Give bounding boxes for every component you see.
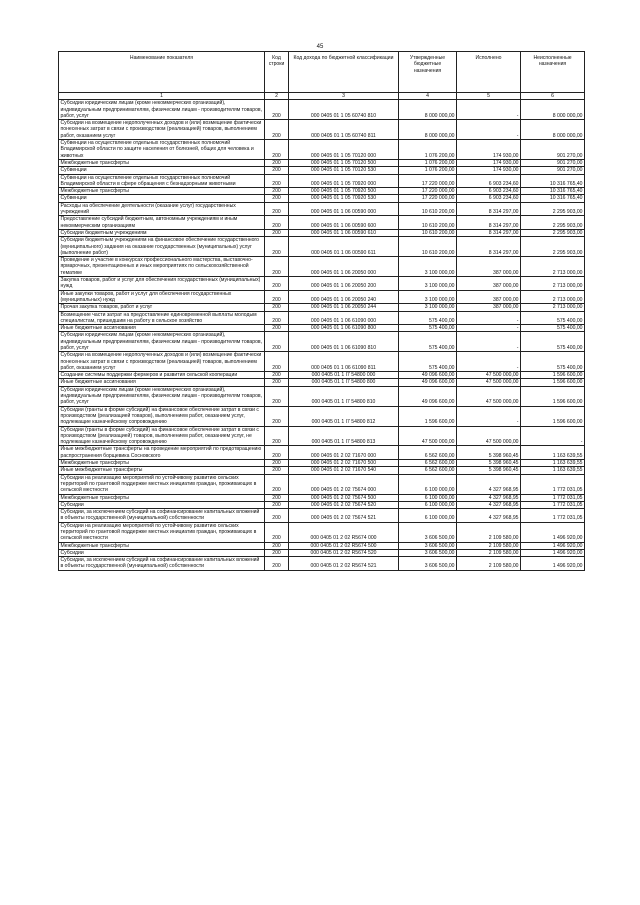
- cell-line: 200: [265, 257, 289, 277]
- cell-line: 200: [265, 509, 289, 523]
- table-row: [59, 229, 585, 236]
- cell-executed: 2 109 580,00: [457, 542, 521, 549]
- column-number: 6: [521, 93, 585, 100]
- cell-code: 000 0405 01 1 06 00590 610: [289, 229, 399, 236]
- table-row: [59, 426, 585, 446]
- cell-line: 200: [265, 195, 289, 202]
- cell-name: Субсидии, за исключением субсидий на софинансирование капитальных вложений в объекты государственной (муниципальной) собственности: [59, 557, 265, 571]
- cell-approved: 47 500 000,00: [399, 426, 457, 446]
- cell-approved: 1 076 200,00: [399, 140, 457, 160]
- cell-name: Субсидии, за исключением субсидий на софинансирование капитальных вложений в объекты государственной (муниципальной) собственности: [59, 509, 265, 523]
- cell-unexecuted: 2 713 000,00: [521, 277, 585, 291]
- cell-approved: 1 596 600,00: [399, 406, 457, 426]
- cell-code: 000 0405 01 1 06 61090 811: [289, 352, 399, 372]
- cell-line: 200: [265, 460, 289, 467]
- table-row: [59, 501, 585, 508]
- cell-unexecuted: 1 596 600,00: [521, 386, 585, 406]
- table-row: [59, 174, 585, 188]
- cell-unexecuted: 1 163 639,55: [521, 467, 585, 474]
- cell-name: Субсидии: [59, 501, 265, 508]
- cell-approved: 6 100 000,00: [399, 494, 457, 501]
- cell-code: 000 0405 01 1 I7 54800 000: [289, 372, 399, 379]
- cell-unexecuted: 8 000 000,00: [521, 100, 585, 120]
- cell-approved: 1 076 200,00: [399, 167, 457, 174]
- cell-line: 200: [265, 237, 289, 257]
- cell-code: 000 0405 01 2 02 R5674 520: [289, 549, 399, 556]
- cell-line: 200: [265, 352, 289, 372]
- table-row: [59, 325, 585, 332]
- cell-unexecuted: 2 295 903,00: [521, 229, 585, 236]
- column-numbers-row: [59, 93, 585, 100]
- table-row: [59, 406, 585, 426]
- table-row: [59, 159, 585, 166]
- cell-executed: 387 000,00: [457, 290, 521, 304]
- cell-executed: 387 000,00: [457, 304, 521, 311]
- cell-executed: -: [457, 406, 521, 426]
- table-row: [59, 379, 585, 386]
- table-row: [59, 446, 585, 460]
- cell-unexecuted: 1 596 600,00: [521, 372, 585, 379]
- cell-line: 200: [265, 446, 289, 460]
- cell-line: 200: [265, 120, 289, 140]
- cell-approved: 3 606 500,00: [399, 542, 457, 549]
- cell-approved: 49 096 600,00: [399, 379, 457, 386]
- table-row: [59, 352, 585, 372]
- cell-line: 200: [265, 290, 289, 304]
- cell-name: Расходы на обеспечение деятельности (оказание услуг) государственных учреждений: [59, 202, 265, 216]
- table-row: [59, 311, 585, 325]
- cell-code: 000 0405 01 2 02 71670 500: [289, 460, 399, 467]
- cell-code: 000 0405 01 1 06 00590 611: [289, 237, 399, 257]
- cell-unexecuted: 2 295 903,00: [521, 202, 585, 216]
- cell-executed: -: [457, 325, 521, 332]
- cell-unexecuted: 2 713 000,00: [521, 257, 585, 277]
- cell-executed: 174 930,00: [457, 167, 521, 174]
- cell-name: Закупка товаров, работ и услуг для обеспечения государственных (муниципальных) нужд: [59, 277, 265, 291]
- cell-name: Субсидии на реализацию мероприятий по устойчивому развитию сельских территорий по грантовой поддержке местных инициатив граждан, проживающих в сельской местности: [59, 522, 265, 542]
- cell-executed: 5 398 960,45: [457, 460, 521, 467]
- cell-approved: 575 400,00: [399, 352, 457, 372]
- table-row: [59, 277, 585, 291]
- cell-unexecuted: 1 596 600,00: [521, 379, 585, 386]
- cell-approved: 3 606 500,00: [399, 549, 457, 556]
- cell-executed: -: [457, 100, 521, 120]
- cell-unexecuted: -: [521, 426, 585, 446]
- cell-code: 000 0405 01 2 02 75674 500: [289, 494, 399, 501]
- cell-name: Проведение и участие в конкурсах профессионального мастерства, выставочно-ярмарочных, презентационных и иных мероприятиях по сельскохозяйственной тематике: [59, 257, 265, 277]
- cell-executed: 6 903 234,60: [457, 188, 521, 195]
- cell-unexecuted: 575 400,00: [521, 352, 585, 372]
- cell-code: 000 0405 01 1 06 61090 810: [289, 332, 399, 352]
- cell-line: 200: [265, 304, 289, 311]
- cell-executed: -: [457, 120, 521, 140]
- cell-name: Субсидии бюджетным учреждениям на финансовое обеспечение государственного (муниципального) задания на оказание государственных (муниципальных) услуг (выполнение работ): [59, 237, 265, 257]
- cell-line: 200: [265, 216, 289, 230]
- cell-approved: 8 000 000,00: [399, 100, 457, 120]
- cell-line: 200: [265, 159, 289, 166]
- cell-executed: 174 930,00: [457, 159, 521, 166]
- column-number: 3: [289, 93, 399, 100]
- cell-code: 000 0405 01 1 06 61090 000: [289, 311, 399, 325]
- cell-name: Иные бюджетные ассигнования: [59, 379, 265, 386]
- table-row: [59, 167, 585, 174]
- table-row: [59, 494, 585, 501]
- header-code: Код дохода по бюджетной классификации: [289, 52, 399, 93]
- cell-unexecuted: 1 772 031,05: [521, 501, 585, 508]
- cell-unexecuted: 2 713 000,00: [521, 290, 585, 304]
- cell-line: 200: [265, 379, 289, 386]
- cell-unexecuted: 1 496 920,00: [521, 557, 585, 571]
- budget-report-table: [58, 51, 585, 571]
- cell-code: 000 0405 01 1 06 00590 000: [289, 202, 399, 216]
- cell-executed: 6 903 234,60: [457, 174, 521, 188]
- cell-code: 000 0405 01 1 05 70120 500: [289, 159, 399, 166]
- cell-name: Иные закупки товаров, работ и услуг для обеспечения государственных (муниципальных) нужд: [59, 290, 265, 304]
- table-row: [59, 140, 585, 160]
- cell-code: 000 0405 01 1 05 70920 000: [289, 174, 399, 188]
- cell-executed: 8 314 297,00: [457, 229, 521, 236]
- cell-line: 200: [265, 311, 289, 325]
- cell-approved: 49 096 600,00: [399, 386, 457, 406]
- cell-code: 000 0405 01 1 06 61090 800: [289, 325, 399, 332]
- cell-code: 000 0405 01 1 I7 54800 812: [289, 406, 399, 426]
- cell-approved: 17 220 000,00: [399, 188, 457, 195]
- cell-name: Субсидии (гранты в форме субсидий) на финансовое обеспечение затрат в связи с производством (реализацией) товаров, выполнением работ, оказанием услуг, не подлежащие казначейскому сопровождению: [59, 426, 265, 446]
- cell-name: Субсидии (гранты в форме субсидий) на финансовое обеспечение затрат в связи с производством (реализацией товаров), выполнением работ, оказанием услуг, подлежащие казначейскому сопровождению: [59, 406, 265, 426]
- cell-unexecuted: 2 295 903,00: [521, 237, 585, 257]
- cell-approved: 3 606 500,00: [399, 557, 457, 571]
- cell-executed: 4 327 968,95: [457, 494, 521, 501]
- cell-name: Межбюджетные трансферты: [59, 188, 265, 195]
- table-row: [59, 386, 585, 406]
- cell-code: 000 0405 01 2 02 R5674 500: [289, 542, 399, 549]
- cell-approved: 6 100 000,00: [399, 474, 457, 494]
- cell-unexecuted: 1 163 639,55: [521, 446, 585, 460]
- cell-approved: 10 610 200,00: [399, 229, 457, 236]
- cell-name: Прочая закупка товаров, работ и услуг: [59, 304, 265, 311]
- cell-unexecuted: 2 295 903,00: [521, 216, 585, 230]
- cell-unexecuted: 575 400,00: [521, 332, 585, 352]
- cell-code: 000 0405 01 2 02 71670 000: [289, 446, 399, 460]
- cell-name: Межбюджетные трансферты: [59, 460, 265, 467]
- cell-executed: 47 500 000,00: [457, 386, 521, 406]
- cell-line: 200: [265, 549, 289, 556]
- header-approved: Утвержденные бюджетные назначения: [399, 52, 457, 93]
- cell-line: 200: [265, 557, 289, 571]
- cell-approved: 10 610 200,00: [399, 237, 457, 257]
- cell-unexecuted: 10 316 765,40: [521, 174, 585, 188]
- cell-approved: 575 400,00: [399, 311, 457, 325]
- cell-name: Субвенции: [59, 195, 265, 202]
- table-row: [59, 290, 585, 304]
- cell-name: Субсидии юридическим лицам (кроме некоммерческих организаций), индивидуальным предпринимателям, физическим лицам - производителям товаров, работ, услуг: [59, 332, 265, 352]
- header-executed: Исполнено: [457, 52, 521, 93]
- cell-line: 200: [265, 386, 289, 406]
- column-number: 2: [265, 93, 289, 100]
- table-row: [59, 372, 585, 379]
- cell-name: Субсидии на возмещение недополученных доходов и (или) возмещение фактически понесенных затрат в связи с производством (реализацией) товаров, выполнением работ, оказанием услуг: [59, 120, 265, 140]
- cell-approved: 6 562 600,00: [399, 460, 457, 467]
- cell-executed: 8 314 297,00: [457, 237, 521, 257]
- column-number: 5: [457, 93, 521, 100]
- table-row: [59, 460, 585, 467]
- cell-code: 000 0405 01 1 I7 54800 813: [289, 426, 399, 446]
- cell-name: Межбюджетные трансферты: [59, 159, 265, 166]
- cell-code: 000 0405 01 1 06 20050 240: [289, 290, 399, 304]
- cell-unexecuted: 1 772 031,05: [521, 509, 585, 523]
- cell-approved: 3 100 000,00: [399, 290, 457, 304]
- cell-code: 000 0405 01 2 02 75674 000: [289, 474, 399, 494]
- cell-unexecuted: 10 316 765,40: [521, 195, 585, 202]
- cell-unexecuted: 575 400,00: [521, 325, 585, 332]
- header-unexecuted: Неисполненные назначения: [521, 52, 585, 93]
- cell-line: 200: [265, 332, 289, 352]
- page-number: 45: [316, 44, 324, 50]
- cell-executed: 5 398 960,45: [457, 467, 521, 474]
- cell-code: 000 0405 01 2 02 R5674 521: [289, 557, 399, 571]
- cell-code: 000 0405 01 1 05 70920 530: [289, 195, 399, 202]
- cell-executed: 8 314 297,00: [457, 216, 521, 230]
- cell-approved: 3 100 000,00: [399, 277, 457, 291]
- column-number: 4: [399, 93, 457, 100]
- cell-name: Возмещение части затрат на предоставление единовременной выплаты молодым специалистам, пришедшим на работу в сельское хозяйство: [59, 311, 265, 325]
- table-row: [59, 216, 585, 230]
- cell-name: Предоставление субсидий бюджетным, автономным учреждениям и иным некоммерческим организациям: [59, 216, 265, 230]
- cell-name: Субсидии на реализацию мероприятий по устойчивому развитию сельских территорий по грантовой поддержке местных инициатив граждан, проживающих в сельской местности: [59, 474, 265, 494]
- cell-code: 000 0405 01 2 02 R5674 000: [289, 522, 399, 542]
- cell-approved: 3 606 500,00: [399, 522, 457, 542]
- table-row: [59, 304, 585, 311]
- cell-name: Иные межбюджетные трансферты: [59, 467, 265, 474]
- cell-line: 200: [265, 501, 289, 508]
- cell-approved: 3 100 000,00: [399, 304, 457, 311]
- cell-name: Субвенции на осуществление отдельных государственных полномочий Владимирской области по защите населения от болезней, общих для человека и животных: [59, 140, 265, 160]
- cell-unexecuted: 1 163 639,55: [521, 460, 585, 467]
- cell-executed: 387 000,00: [457, 277, 521, 291]
- table-row: [59, 202, 585, 216]
- cell-unexecuted: 10 316 765,40: [521, 188, 585, 195]
- cell-unexecuted: 1 772 031,05: [521, 494, 585, 501]
- cell-unexecuted: 1 772 031,05: [521, 474, 585, 494]
- table-row: [59, 557, 585, 571]
- cell-executed: 47 500 000,00: [457, 426, 521, 446]
- cell-line: 200: [265, 406, 289, 426]
- column-number: 1: [59, 93, 265, 100]
- cell-name: Субвенции: [59, 167, 265, 174]
- table-row: [59, 549, 585, 556]
- cell-code: 000 0405 01 1 06 00590 600: [289, 216, 399, 230]
- cell-executed: 2 109 580,00: [457, 549, 521, 556]
- cell-approved: 8 000 000,00: [399, 120, 457, 140]
- cell-executed: -: [457, 352, 521, 372]
- cell-approved: 575 400,00: [399, 332, 457, 352]
- cell-line: 200: [265, 542, 289, 549]
- cell-code: 000 0405 01 1 I7 54800 800: [289, 379, 399, 386]
- cell-approved: 6 562 600,00: [399, 446, 457, 460]
- cell-approved: 10 610 200,00: [399, 216, 457, 230]
- cell-executed: -: [457, 311, 521, 325]
- cell-line: 200: [265, 277, 289, 291]
- cell-executed: 5 398 960,45: [457, 446, 521, 460]
- table-row: [59, 100, 585, 120]
- cell-line: 200: [265, 229, 289, 236]
- cell-executed: 4 327 968,95: [457, 474, 521, 494]
- table-row: [59, 332, 585, 352]
- cell-executed: 4 327 968,95: [457, 509, 521, 523]
- cell-executed: -: [457, 332, 521, 352]
- cell-unexecuted: 1 496 920,00: [521, 522, 585, 542]
- cell-name: Субсидии юридическим лицам (кроме некоммерческих организаций), индивидуальным предпринимателям, физическим лицам - производителям товаров, работ, услуг: [59, 386, 265, 406]
- table-row: [59, 542, 585, 549]
- cell-code: 000 0405 01 1 06 20050 000: [289, 257, 399, 277]
- cell-line: 200: [265, 140, 289, 160]
- table-row: [59, 237, 585, 257]
- cell-code: 000 0405 01 2 02 75674 520: [289, 501, 399, 508]
- cell-line: 200: [265, 174, 289, 188]
- cell-line: 200: [265, 167, 289, 174]
- cell-code: 000 0405 01 1 05 70920 500: [289, 188, 399, 195]
- table-row: [59, 257, 585, 277]
- cell-name: Субвенции на осуществление отдельных государственных полномочий Владимирской области в сфере обращения с безнадзорными животными: [59, 174, 265, 188]
- cell-approved: 17 220 000,00: [399, 174, 457, 188]
- cell-line: 200: [265, 426, 289, 446]
- cell-name: Межбюджетные трансферты: [59, 494, 265, 501]
- cell-unexecuted: 1 496 920,00: [521, 549, 585, 556]
- table-row: [59, 195, 585, 202]
- cell-approved: 10 610 200,00: [399, 202, 457, 216]
- cell-executed: 47 500 000,00: [457, 379, 521, 386]
- cell-executed: 2 109 580,00: [457, 557, 521, 571]
- cell-executed: 4 327 968,95: [457, 501, 521, 508]
- cell-approved: 6 100 000,00: [399, 501, 457, 508]
- cell-name: Субсидии юридическим лицам (кроме некоммерческих организаций), индивидуальным предпринимателям, физическим лицам - производителям товаров, работ, услуг: [59, 100, 265, 120]
- table-row: [59, 188, 585, 195]
- table-row: [59, 120, 585, 140]
- cell-unexecuted: 1 596 600,00: [521, 406, 585, 426]
- cell-line: 200: [265, 494, 289, 501]
- table-row: [59, 509, 585, 523]
- cell-executed: 47 500 000,00: [457, 372, 521, 379]
- cell-line: 200: [265, 188, 289, 195]
- cell-executed: 174 930,00: [457, 140, 521, 160]
- table-row: [59, 522, 585, 542]
- cell-line: 200: [265, 467, 289, 474]
- cell-name: Создание системы поддержки фермеров и развития сельской кооперации: [59, 372, 265, 379]
- cell-line: 200: [265, 372, 289, 379]
- cell-approved: 6 100 000,00: [399, 509, 457, 523]
- cell-executed: 387 000,00: [457, 257, 521, 277]
- cell-name: Иные бюджетные ассигнования: [59, 325, 265, 332]
- cell-code: 000 0405 01 1 06 20050 200: [289, 277, 399, 291]
- cell-code: 000 0405 01 1 I7 54800 810: [289, 386, 399, 406]
- cell-code: 000 0405 01 1 05 70120 000: [289, 140, 399, 160]
- cell-executed: 6 903 234,60: [457, 195, 521, 202]
- cell-unexecuted: 575 400,00: [521, 311, 585, 325]
- cell-unexecuted: 901 270,00: [521, 140, 585, 160]
- cell-name: Субсидии бюджетным учреждениям: [59, 229, 265, 236]
- cell-unexecuted: 8 000 000,00: [521, 120, 585, 140]
- cell-line: 200: [265, 100, 289, 120]
- cell-code: 000 0405 01 2 02 75674 521: [289, 509, 399, 523]
- cell-line: 200: [265, 474, 289, 494]
- cell-unexecuted: 901 270,00: [521, 167, 585, 174]
- cell-approved: 6 562 600,00: [399, 467, 457, 474]
- cell-name: Субсидии: [59, 549, 265, 556]
- cell-code: 000 0405 01 2 02 71670 540: [289, 467, 399, 474]
- cell-name: Иные межбюджетные трансферты на проведение мероприятий по предотвращению распространения борщевика Сосновского: [59, 446, 265, 460]
- header-name: Наименование показателя: [59, 52, 265, 93]
- cell-unexecuted: 2 713 000,00: [521, 304, 585, 311]
- cell-approved: 575 400,00: [399, 325, 457, 332]
- cell-unexecuted: 1 496 920,00: [521, 542, 585, 549]
- table-header-row: [59, 52, 585, 93]
- cell-code: 000 0405 01 1 05 70120 530: [289, 167, 399, 174]
- cell-approved: 1 076 200,00: [399, 159, 457, 166]
- cell-executed: 8 314 297,00: [457, 202, 521, 216]
- cell-approved: 49 096 600,00: [399, 372, 457, 379]
- cell-name: Субсидии на возмещение недополученных доходов и (или) возмещение фактически понесенных затрат в связи с производством (реализацией) товаров, выполнением работ, оказанием услуг: [59, 352, 265, 372]
- cell-line: 200: [265, 522, 289, 542]
- cell-name: Межбюджетные трансферты: [59, 542, 265, 549]
- cell-code: 000 0405 01 1 06 20050 244: [289, 304, 399, 311]
- cell-line: 200: [265, 325, 289, 332]
- cell-approved: 3 100 000,00: [399, 257, 457, 277]
- table-row: [59, 467, 585, 474]
- header-line: Код строки: [265, 52, 289, 93]
- cell-approved: 17 220 000,00: [399, 195, 457, 202]
- cell-line: 200: [265, 202, 289, 216]
- cell-unexecuted: 901 270,00: [521, 159, 585, 166]
- cell-executed: 2 109 580,00: [457, 522, 521, 542]
- table-row: [59, 474, 585, 494]
- cell-code: 000 0405 01 1 05 60740 811: [289, 120, 399, 140]
- cell-code: 000 0405 01 1 05 60740 810: [289, 100, 399, 120]
